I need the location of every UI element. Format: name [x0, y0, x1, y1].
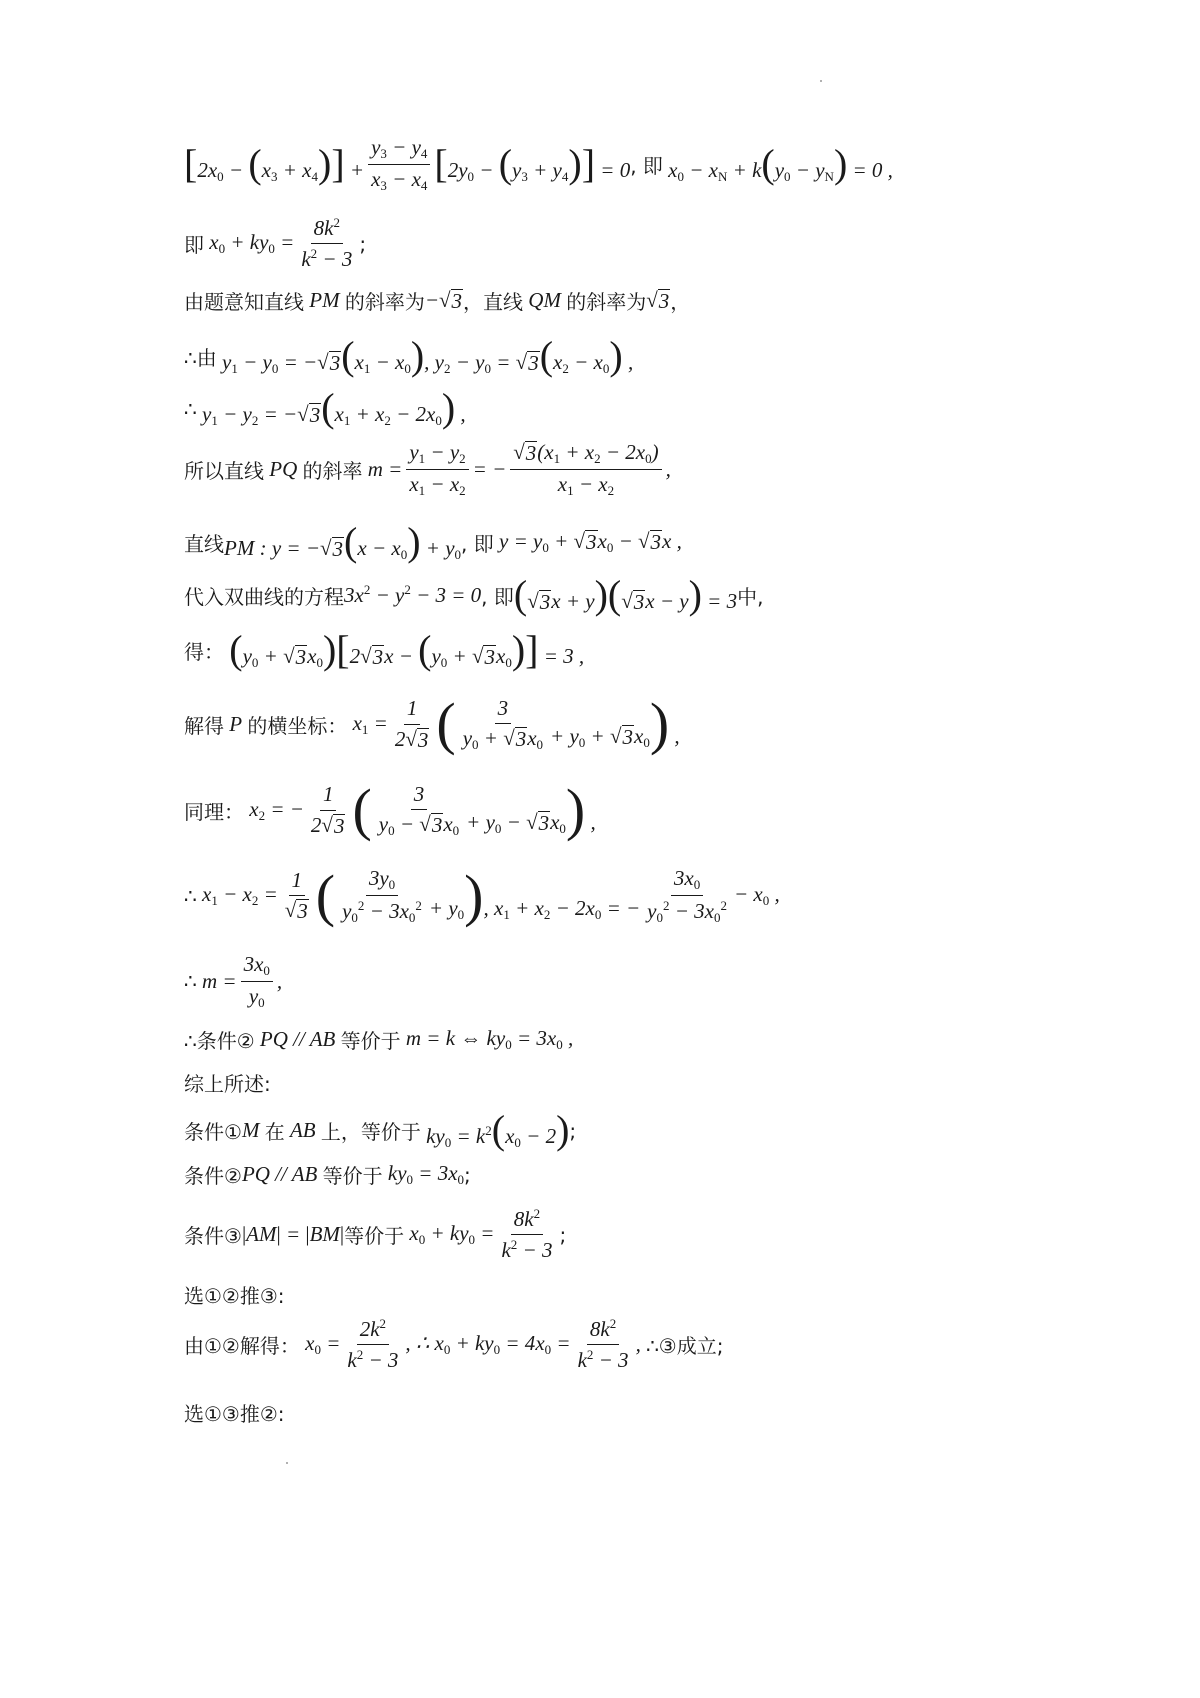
- text-segment: 由题意知直线: [184, 290, 304, 314]
- fraction: $\frac{3x_0}{y_0^2 - 3x_0^2}$: [647, 866, 727, 925]
- equation-line-20: 由①②解得： $x_0$ = $\frac{2k^2}{k^2 - 3}$ , ∴ $x_0 + ky_0 = 4x_0$ = $\frac{8k^2}{k^2 - 3}$ , ∴③成立;: [184, 1316, 724, 1373]
- fraction: $\frac{y_3 - y_4}{x_3 - x_4}$: [368, 135, 430, 193]
- text-segment: 中,: [737, 584, 764, 609]
- text-line-17: 条件② PQ // AB 等价于 $ky_0 = 3x_0$ ;: [184, 1161, 471, 1188]
- text-segment: 在: [264, 1120, 285, 1144]
- text-segment: , 即: [630, 153, 663, 178]
- text-segment: ，: [670, 290, 691, 314]
- equation-line-1: $[2x_0 - (x_3 + x_4)]$ + $\frac{y_3 - y_4}{x_3 - x_4}$ $[2y_0 - (y_3 + y_4)] = 0$ , 即 $x_0 - x_N + k(y_0 - y_N) = 0$ ,: [184, 135, 893, 193]
- text-segment: ∴: [184, 969, 197, 994]
- equation-line-12: ∴ $x_1 - x_2$ = 1 √ 3 ( $\frac{3y_0}{y_0^2 - 3x_0^2}$ + $y_0$), $x_1 + x_2 - 2x_0$ = − $\frac{3x_0}{y_0^2 - 3x_0^2}$ − $x_0$ ,: [184, 862, 780, 928]
- fraction: $\frac{8k^2}{k^2 - 3}$: [577, 1316, 629, 1373]
- text-segment: 等价于: [322, 1164, 383, 1188]
- scan-speck: [820, 80, 822, 82]
- text-segment: , 即: [481, 584, 514, 609]
- text-segment: 等价于: [344, 1224, 405, 1249]
- equation-line-9: 得： ($y_0$ + √ 3 $x_0)[2$ √ 3 $x - (y_0$ + √ 3 $x_0)] = 3$ ,: [184, 627, 585, 672]
- text-segment: 的斜率为: [344, 290, 425, 314]
- text-segment: ∴③成立;: [646, 1334, 724, 1359]
- text-segment: 综上所述:: [184, 1072, 271, 1096]
- text-segment: 即: [184, 233, 204, 258]
- text-line-15: [184, 1068, 271, 1097]
- text-segment: 的横坐标：: [247, 713, 348, 738]
- text-segment: ∴: [184, 883, 197, 908]
- fraction: √ 3 $(x_1 + x_2 - 2x_0)$ $x_1 - x_2$: [510, 440, 661, 498]
- fraction: 3 $y_0$ + √ 3 $x_0$: [462, 695, 544, 752]
- text-segment: ，直线: [463, 290, 524, 314]
- text-segment: 代入双曲线的方程: [184, 584, 344, 609]
- text-segment: 上，等价于: [320, 1120, 421, 1144]
- text-segment: ∴条件②: [184, 1029, 255, 1053]
- text-segment: 选①③推②:: [184, 1402, 285, 1426]
- fraction: 1 2 √ 3: [394, 696, 429, 752]
- text-segment: 解得: [184, 713, 224, 738]
- text-segment: 条件③: [184, 1224, 242, 1249]
- text-segment: 条件①: [184, 1120, 242, 1144]
- fraction: $\frac{y_1 - y_2}{x_1 - x_2}$: [406, 440, 468, 498]
- equation-line-4: ∴由 $y_1 - y_0$ = − √ 3 $(x_1 - x_0)$, $y_2 - y_0$ = √ 3 $(x_2 - x_0)$ ,: [184, 333, 634, 378]
- equation-line-10: 解得 P 的横坐标： $x_1$ = 1 2 √ 3 ( 3 $y_0$ + √ 3 $x_0$ + $y_0$ + √ 3 $x_0$) ,: [184, 691, 680, 756]
- text-segment: 条件②: [184, 1164, 242, 1188]
- fraction: $\frac{3x_0}{y_0}$: [241, 952, 273, 1010]
- text-segment: ∴由: [184, 346, 217, 370]
- text-segment: 选①②推③:: [184, 1284, 285, 1308]
- equation-line-5: ∴ $y_1 - y_2$ = − √ 3 $(x_1 + x_2 - 2x_0)$ ,: [184, 385, 466, 430]
- fraction: $\frac{8k^2}{k^2 - 3}$: [501, 1206, 553, 1263]
- fraction: $\frac{2k^2}{k^2 - 3}$: [347, 1316, 399, 1373]
- text-segment: , 即: [461, 532, 494, 556]
- text-line-21: [184, 1398, 285, 1427]
- text-line-14: ∴条件② PQ // AB 等价于 m = k ⇔ $ky_0 = 3x_0$ ,: [184, 1026, 574, 1053]
- text-line-19: [184, 1280, 285, 1309]
- equation-line-7: 直线 PM : y = − √ 3 $(x - x_0) + y_0$ , 即 $y = y_0$ + √ 3 $x_0$ − √ 3 x ,: [184, 519, 682, 564]
- text-segment: 同理：: [184, 799, 244, 824]
- equation-line-6: 所以直线 PQ 的斜率 m = $\frac{y_1 - y_2}{x_1 - x_2}$ = − √ 3 $(x_1 + x_2 - 2x_0)$ $x_1 - x_2$ ,: [184, 440, 671, 498]
- text-segment: 直线: [184, 532, 224, 556]
- fraction: $\frac{3y_0}{y_0^2 - 3x_0^2}$: [342, 866, 422, 925]
- text-segment: 的斜率为: [566, 290, 647, 314]
- text-segment: 得：: [184, 640, 224, 664]
- fraction: 3 $y_0$ − √ 3 $x_0$: [378, 781, 460, 838]
- fraction: 1 2 √ 3: [310, 782, 345, 838]
- text-segment: 由①②解得：: [184, 1334, 300, 1359]
- text-line-3: 由题意知直线 PM 的斜率为 − √ 3 ，直线 QM 的斜率为 √ 3 ，: [184, 288, 691, 314]
- equation-line-2: 即 $x_0 + ky_0$ = $\frac{8k^2}{k^2 - 3}$ ;: [184, 215, 367, 272]
- equation-line-8: 代入双曲线的方程 $3x^2 - y^2 - 3 = 0$ , 即 ( √ 3 x + y)( √ 3 x − y) = 3 中,: [184, 572, 764, 617]
- text-segment: 所以直线: [184, 458, 264, 483]
- fraction: 1 √ 3: [284, 867, 308, 924]
- equation-line-11: 同理： $x_2$ = − 1 2 √ 3 ( 3 $y_0$ − √ 3 $x_0$ + $y_0$ − √ 3 $x_0$) ,: [184, 777, 596, 842]
- text-segment: ∴: [184, 396, 197, 421]
- text-segment: 等价于: [340, 1029, 401, 1053]
- text-line-16: 条件① M 在 AB 上，等价于 $ky_0 = k^2(x_0 - 2)$ ;: [184, 1107, 577, 1152]
- text-line-18: 条件③ |AM| = |BM| 等价于 $x_0 + ky_0$ = $\frac{8k^2}{k^2 - 3}$ ;: [184, 1206, 567, 1263]
- scan-speck: [286, 1462, 288, 1464]
- text-segment: 的斜率: [302, 458, 363, 483]
- fraction: $\frac{8k^2}{k^2 - 3}$: [301, 215, 353, 272]
- equation-line-13: ∴ m = $\frac{3x_0}{y_0}$ ,: [184, 952, 283, 1010]
